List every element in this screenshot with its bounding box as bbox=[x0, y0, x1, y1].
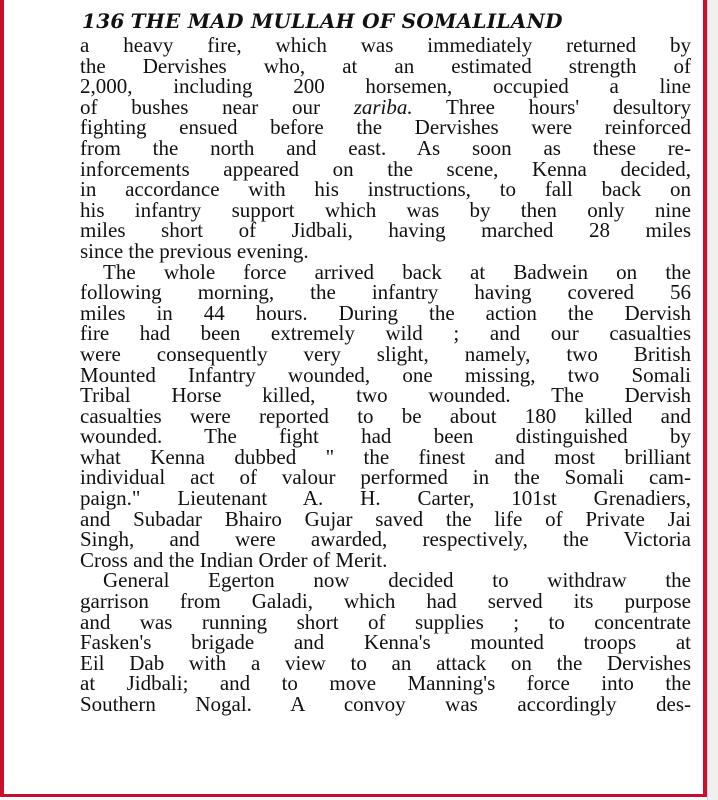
text-line: The whole force arrived back at Badwein on the bbox=[103, 259, 691, 284]
italic-word: zariba. bbox=[353, 94, 413, 119]
paragraph-1 bbox=[80, 35, 691, 262]
text-line: paign." Lieutenant A. H. Carter, 101st Grenadiers, bbox=[80, 486, 691, 511]
text-line: his infantry support which was by then only nine bbox=[80, 197, 691, 222]
text-line: the Dervishes who, at an estimated strength of bbox=[80, 53, 691, 78]
text-line: a heavy fire, which was immediately returned by bbox=[80, 33, 691, 57]
text-line: and was running short of supplies ; to concentrate bbox=[80, 609, 691, 634]
text-line: from the north and east. As soon as these re- bbox=[80, 135, 691, 160]
text-line bbox=[80, 94, 692, 119]
text-line: were consequently very slight, namely, two British bbox=[80, 341, 691, 366]
text-line: Mounted Infantry wounded, one missing, two Somali bbox=[80, 362, 691, 387]
page-number: 136 bbox=[82, 9, 125, 33]
paragraph-3 bbox=[80, 570, 691, 714]
text-line: Eil Dab with a view to an attack on the Dervishes bbox=[80, 650, 691, 675]
text-line: miles in 44 hours. During the action the Dervish bbox=[80, 300, 691, 325]
text-fragment: of bushes near our bbox=[80, 94, 354, 119]
paragraph-2 bbox=[80, 259, 691, 572]
text-fragment: Three hours' desultory bbox=[412, 94, 692, 119]
text-line: individual act of valour performed in the Somali cam- bbox=[80, 465, 691, 490]
text-line: 2,000, including 200 horsemen, occupied a line bbox=[80, 74, 691, 99]
text-line: casualties were reported to be about 180 killed and bbox=[80, 403, 691, 428]
scrollbar-track[interactable] bbox=[707, 0, 718, 800]
text-line: in accordance with his instructions, to fall back on bbox=[80, 177, 691, 202]
text-line: garrison from Galadi, which had served its purpose bbox=[80, 589, 691, 614]
text-line: wounded. The fight had been distinguished by bbox=[80, 424, 691, 449]
text-line: Tribal Horse killed, two wounded. The Dervish bbox=[80, 383, 691, 408]
running-title: THE MAD MULLAH OF SOMALILAND bbox=[130, 9, 563, 33]
text-line: Fasken's brigade and Kenna's mounted troops at bbox=[80, 630, 691, 655]
book-page bbox=[80, 8, 691, 715]
text-line: fighting ensued before the Dervishes were reinforced bbox=[80, 115, 691, 140]
text-line: at Jidbali; and to move Manning's force into the bbox=[80, 671, 691, 696]
text-line: what Kenna dubbed " the finest and most brilliant bbox=[80, 444, 691, 469]
text-line: since the previous evening. bbox=[80, 238, 309, 263]
text-line: fire had been extremely wild ; and our casualties bbox=[80, 321, 691, 346]
text-line: Cross and the Indian Order of Merit. bbox=[80, 547, 388, 572]
text-line: and Subadar Bhairo Gujar saved the life of Private Jai bbox=[80, 506, 691, 531]
running-header bbox=[82, 8, 691, 34]
text-line: General Egerton now decided to withdraw the bbox=[103, 568, 691, 593]
text-line: Southern Nogal. A convoy was accordingly des- bbox=[80, 692, 691, 716]
text-line: Singh, and were awarded, respectively, the Victoria bbox=[80, 527, 691, 552]
text-line: miles short of Jidbali, having marched 28 miles bbox=[80, 218, 691, 243]
text-line: inforcements appeared on the scene, Kenna decided, bbox=[80, 156, 691, 181]
text-line: following morning, the infantry having covered 56 bbox=[80, 280, 691, 305]
